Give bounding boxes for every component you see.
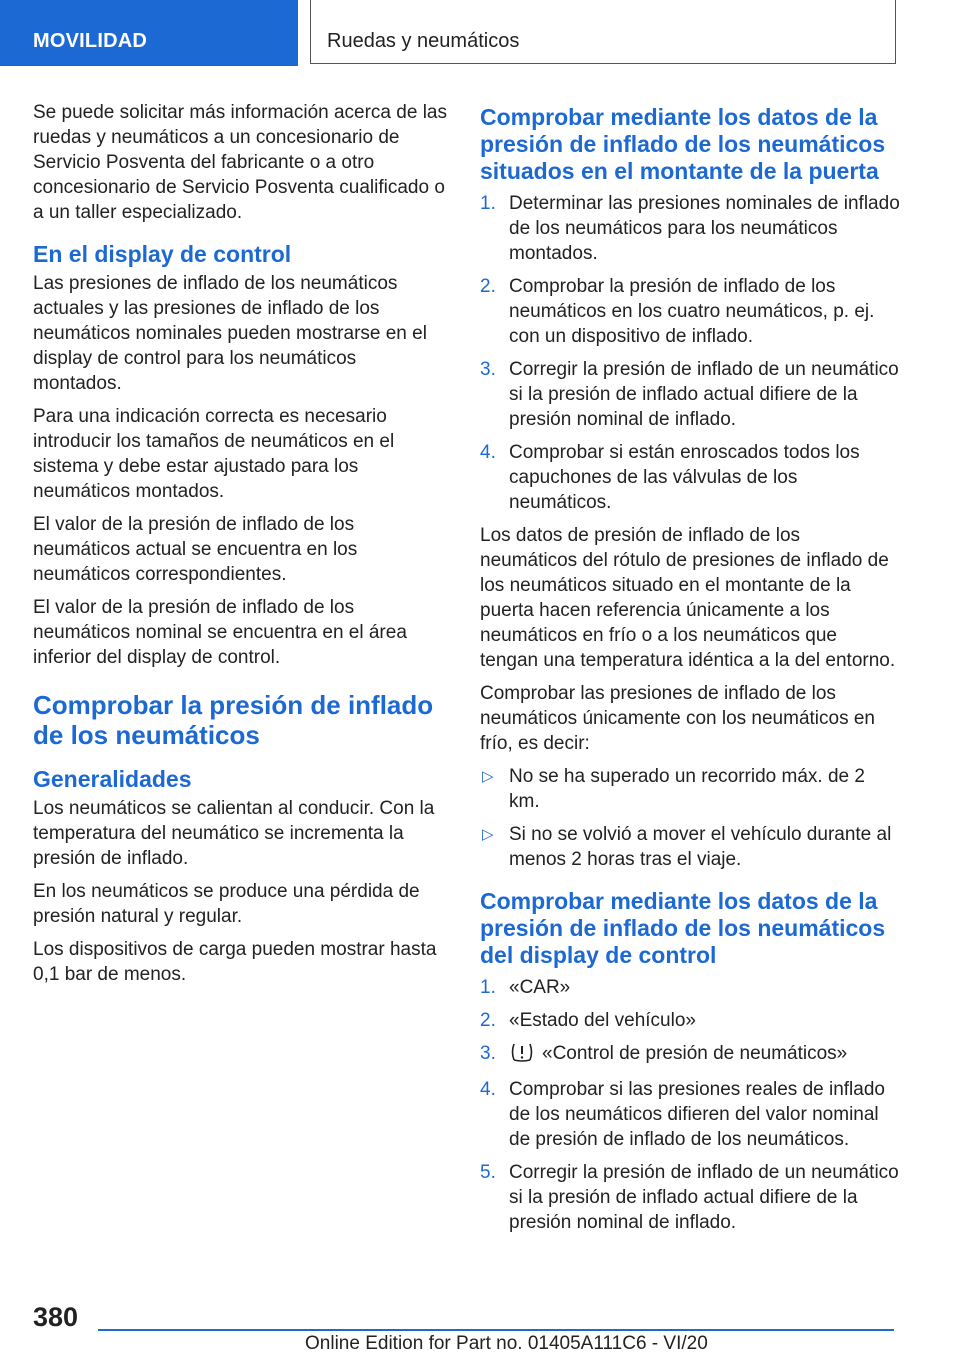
step-text: «CAR» <box>509 977 571 998</box>
tire-pressure-warning-icon <box>510 1042 534 1069</box>
page-number: 380 <box>33 1302 79 1332</box>
general-paragraph: Los dispositivos de carga pueden mostrar hasta 0,1 bar de menos. <box>33 939 437 985</box>
page-header <box>0 0 960 66</box>
check-pressure-heading: Comprobar la presión de inflado de los neumáticos <box>33 690 434 750</box>
display-paragraph: Para una indicación correcta es necesario introducir los tamaños de neumáticos en el sistema y debe estar ajustado para los neumáticos montados. <box>33 406 395 502</box>
control-display-heading: Comprobar mediante los datos de la presión de inflado de los neumáticos del display de control <box>480 888 886 968</box>
step-text: Corregir la presión de inflado de un neumático si la presión de inflado actual difiere de la presión nominal de inflado. <box>509 1162 899 1233</box>
list-item <box>480 191 900 266</box>
list-item <box>480 1160 900 1235</box>
list-item <box>480 357 900 432</box>
list-item <box>480 764 900 814</box>
step-number: 3. <box>480 359 496 380</box>
control-display-steps <box>480 975 900 1235</box>
step-text: Comprobar si las presiones reales de inflado de los neumáticos difieren del valor nominal de presión de inflado de los neumáticos. <box>509 1079 885 1150</box>
cold-tire-conditions <box>480 764 900 872</box>
step-number: 4. <box>480 442 496 463</box>
step-text: Corregir la presión de inflado de un neumático si la presión de inflado actual difiere de la presión nominal de inflado. <box>509 359 899 430</box>
step-text: Determinar las presiones nominales de inflado de los neumáticos para los neumáticos montados. <box>509 193 900 264</box>
triangle-bullet-icon: ▷ <box>482 768 494 785</box>
step-text: «Estado del vehículo» <box>509 1010 696 1031</box>
general-heading: Generalidades <box>33 766 192 792</box>
chapter-box <box>310 0 896 64</box>
step-number: 3. <box>480 1043 496 1064</box>
general-paragraph: En los neumáticos se produce una pérdida de presión natural y regular. <box>33 881 420 927</box>
step-number: 1. <box>480 193 496 214</box>
list-item <box>480 975 900 1000</box>
list-item <box>480 1041 900 1069</box>
list-item <box>480 1077 900 1152</box>
step-text: Comprobar la presión de inflado de los neumáticos en los cuatro neumáticos, p. ej. con un dispositivo de inflado. <box>509 276 875 347</box>
step-number: 2. <box>480 276 496 297</box>
edition-note: Online Edition for Part no. 01405A111C6 - VI/20 <box>305 1333 708 1354</box>
right-column <box>480 100 900 1243</box>
display-paragraph: Las presiones de inflado de los neumáticos actuales y las presiones de inflado de los neumáticos nominales pueden mostrarse en el display de control para los neumáticos montados. <box>33 273 427 394</box>
door-pillar-paragraph: Comprobar las presiones de inflado de los neumáticos únicamente con los neumáticos en frío, es decir: <box>480 683 876 754</box>
door-pillar-heading: Comprobar mediante los datos de la presión de inflado de los neumáticos situados en el montante de la puerta <box>480 104 886 184</box>
list-item <box>480 274 900 349</box>
door-pillar-steps <box>480 191 900 515</box>
condition-text: No se ha superado un recorrido máx. de 2 km. <box>509 766 865 812</box>
display-heading: En el display de control <box>33 241 292 267</box>
chapter-title: Ruedas y neumáticos <box>327 30 520 52</box>
list-item <box>480 440 900 515</box>
step-number: 1. <box>480 977 496 998</box>
door-pillar-paragraph: Los datos de presión de inflado de los neumáticos del rótulo de presiones de inflado de los neumáticos situado en el montante de la puerta hacen referencia únicamente a los neumáticos en frío o a los neumáticos que tengan una temperatura idéntica a la del entorno. <box>480 525 896 671</box>
step-number: 4. <box>480 1079 496 1100</box>
condition-text: Si no se volvió a mover el vehículo durante al menos 2 horas tras el viaje. <box>509 824 892 870</box>
step-text: Comprobar si están enroscados todos los capuchones de las válvulas de los neumáticos. <box>509 442 860 513</box>
display-paragraph: El valor de la presión de inflado de los neumáticos nominal se encuentra en el área inferior del display de control. <box>33 597 407 668</box>
general-paragraph: Los neumáticos se calientan al conducir. Con la temperatura del neumático se incrementa la presión de inflado. <box>33 798 435 869</box>
display-paragraph: El valor de la presión de inflado de los neumáticos actual se encuentra en los neumáticos correspondientes. <box>33 514 358 585</box>
triangle-bullet-icon: ▷ <box>482 826 494 843</box>
section-title: MOVILIDAD <box>33 30 148 52</box>
step-text: «Control de presión de neumáticos» <box>542 1043 848 1064</box>
list-item <box>480 1008 900 1033</box>
footer-divider <box>98 1329 894 1331</box>
step-number: 2. <box>480 1010 496 1031</box>
intro-paragraph: Se puede solicitar más información acerca de las ruedas y neumáticos a un concesionario de Servicio Posventa del fabricante o a otro concesionario de Servicio Posventa cualificado o a un taller especializado. <box>33 102 447 223</box>
list-item <box>480 822 900 872</box>
step-number: 5. <box>480 1162 496 1183</box>
left-column <box>33 100 448 995</box>
section-tab <box>0 0 298 66</box>
